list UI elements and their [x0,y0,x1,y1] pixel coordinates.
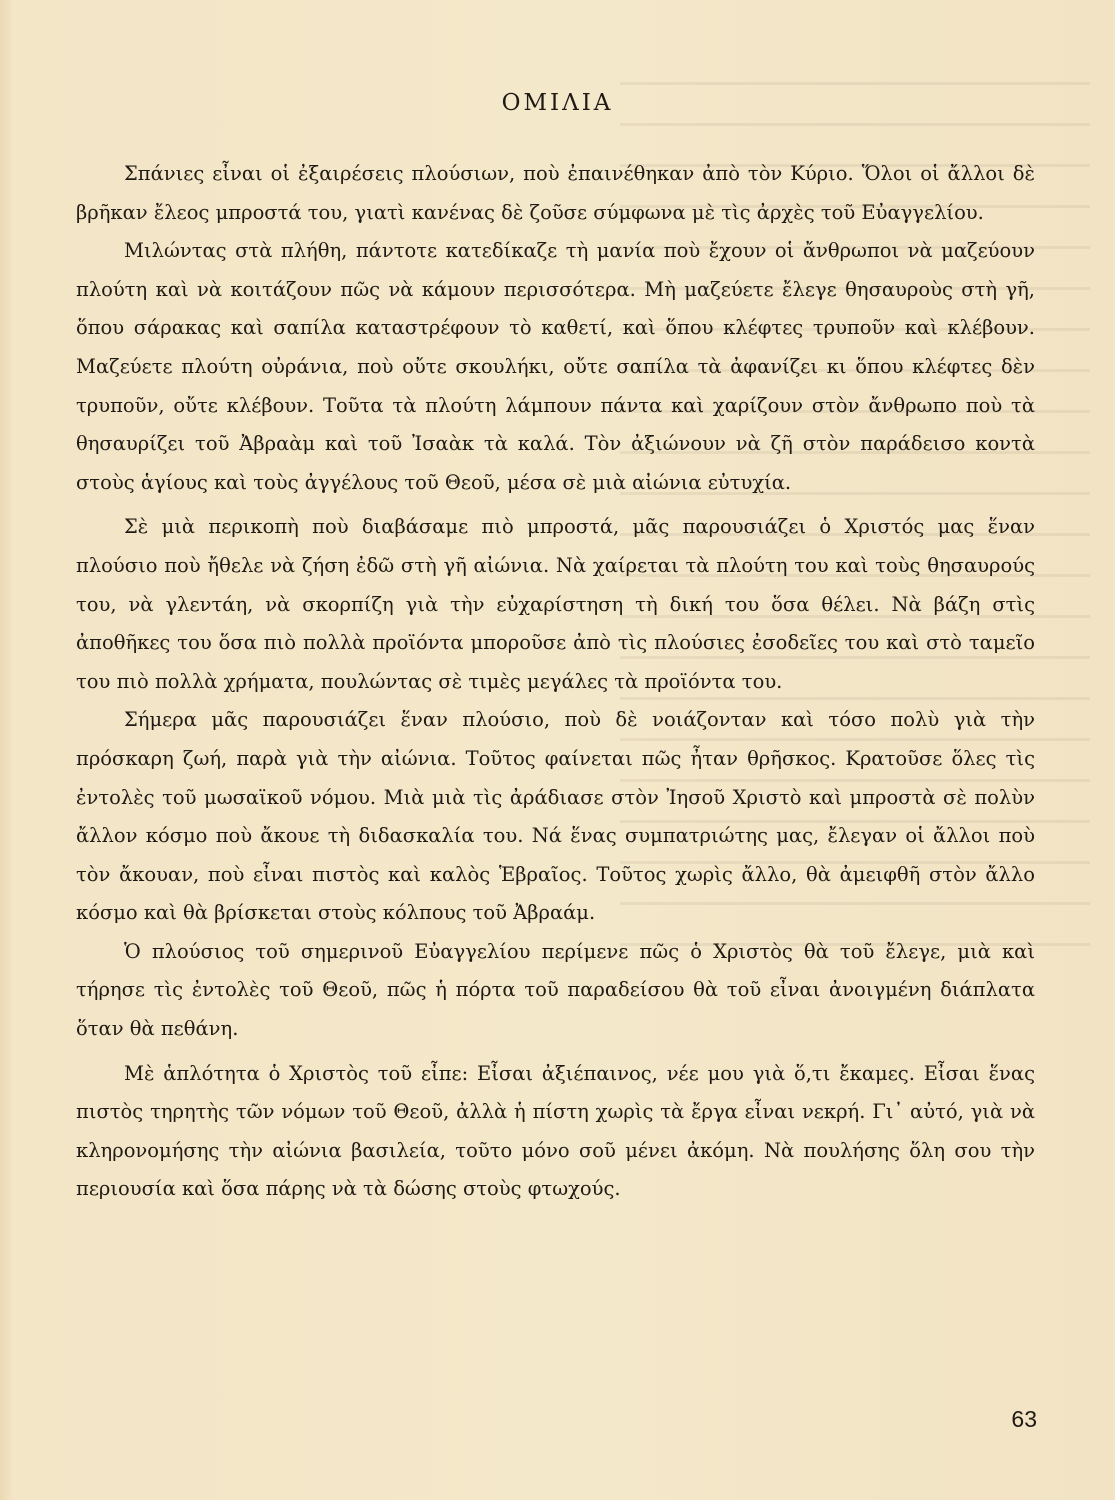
paragraph-3: Σὲ μιὰ περικοπὴ ποὺ διαβάσαμε πιὸ μπροστά, μᾶς παρουσιάζει ὁ Χριστός μας ἕναν πλούσιο ποὺ ἤθελε νὰ ζήση ἐδῶ στὴ γῆ αἰώνια. Νὰ χαίρεται τὰ πλούτη του καὶ τοὺς θησαυρούς του, νὰ γλεντάη, νὰ σκορπίζη γιὰ τὴν εὐχαρίστηση τὴ δική του ὅσα θέλει. Νὰ βάζη στὶς ἀποθῆκες του ὅσα πιὸ πολλὰ προϊόντα μποροῦσε ἀπὸ τὶς πλούσιες ἐσοδεῖες του καὶ στὸ ταμεῖο του πιὸ πολλὰ χρήματα, πουλώντας σὲ τιμὲς μεγάλες τὰ προϊόντα του. [76,515,1035,693]
paragraph-6: Μὲ ἁπλότητα ὁ Χριστὸς τοῦ εἶπε: Εἶσαι ἀξιέπαινος, νέε μου γιὰ ὅ,τι ἔκαμες. Εἶσαι ἕνας πιστὸς τηρητὴς τῶν νόμων τοῦ Θεοῦ, ἀλλὰ ἡ πίστη χωρὶς τὰ ἔργα εἶναι νεκρή. Γι᾿ αὐτό, γιὰ νὰ κληρονομήσης τὴν αἰώνια βασιλεία, τοῦτο μόνο σοῦ μένει ἀκόμη. Νὰ πουλήσης ὅλη σου τὴν περιουσία καὶ ὅσα πάρης νὰ τὰ δώσης στοὺς φτωχούς. [76,1061,1035,1201]
paragraph-5: Ὁ πλούσιος τοῦ σημερινοῦ Εὐαγγελίου περίμενε πῶς ὁ Χριστὸς θὰ τοῦ ἔλεγε, μιὰ καὶ τήρησε τὶς ἐντολὲς τοῦ Θεοῦ, πῶς ἡ πόρτα τοῦ παραδείσου θὰ τοῦ εἶναι ἀνοιγμένη διάπλατα ὅταν θὰ πεθάνη. [76,939,1035,1041]
paragraph-1: Σπάνιες εἶναι οἱ ἐξαιρέσεις πλούσιων, ποὺ ἐπαινέθηκαν ἀπὸ τὸν Κύριο. Ὅλοι οἱ ἄλλοι δὲ βρῆκαν ἔλεος μπροστά του, γιατὶ κανένας δὲ ζοῦσε σύμφωνα μὲ τὶς ἀρχὲς τοῦ Εὐαγγελίου. [76,162,1035,224]
paragraph-2: Μιλώντας στὰ πλήθη, πάντοτε κατεδίκαζε τὴ μανία ποὺ ἔχουν οἱ ἄνθρωποι νὰ μαζεύουν πλούτη καὶ νὰ κοιτάζουν πῶς νὰ κάμουν περισσότερα. Μὴ μαζεύετε ἔλεγε θησαυροὺς στὴ γῆ, ὅπου σάρακας καὶ σαπίλα καταστρέφουν τὸ καθετί, καὶ ὅπου κλέφτες τρυποῦν καὶ κλέβουν. Μαζεύετε πλούτη οὐράνια, ποὺ οὔτε σκουλήκι, οὔτε σαπίλα τὰ ἀφανίζει κι ὅπου κλέφτες δὲν τρυποῦν, οὔτε κλέβουν. Τοῦτα τὰ πλούτη λάμπουν πάντα καὶ χαρίζουν στὸν ἄνθρωπο ποὺ τὰ θησαυρίζει τοῦ Ἀβραὰμ καὶ τοῦ Ἰσαὰκ τὰ καλά. Τὸν ἀξιώνουν νὰ ζῆ στὸν παράδεισο κοντὰ στοὺς ἁγίους καὶ τοὺς ἀγγέλους τοῦ Θεοῦ, μέσα σὲ μιὰ αἰώνια εὐτυχία. [76,239,1035,494]
page-number: 63 [1011,1406,1037,1432]
page-title: ΟΜΙΛΙΑ [501,90,614,116]
body-text [76,155,1035,1209]
paragraph-4: Σήμερα μᾶς παρουσιάζει ἕναν πλούσιο, ποὺ δὲ νοιάζονταν καὶ τόσο πολὺ γιὰ τὴν πρόσκαρη ζωή, παρὰ γιὰ τὴν αἰώνια. Τοῦτος φαίνεται πῶς ἦταν θρῆσκος. Κρατοῦσε ὅλες τὶς ἐντολὲς τοῦ μωσαϊκοῦ νόμου. Μιὰ μιὰ τὶς ἀράδιασε στὸν Ἰησοῦ Χριστὸ καὶ μπροστὰ σὲ πολὺν ἄλλον κόσμο ποὺ ἄκουε τὴ διδασκαλία του. Νά ἕνας συμπατριώτης μας, ἔλεγαν οἱ ἄλλοι ποὺ τὸν ἄκουαν, ποὺ εἶναι πιστὸς καὶ καλὸς Ἑβραῖος. Τοῦτος χωρὶς ἄλλο, θὰ ἀμειφθῆ στὸν ἄλλο κόσμο καὶ θὰ βρίσκεται στοὺς κόλπους τοῦ Ἀβραάμ. [76,708,1035,925]
